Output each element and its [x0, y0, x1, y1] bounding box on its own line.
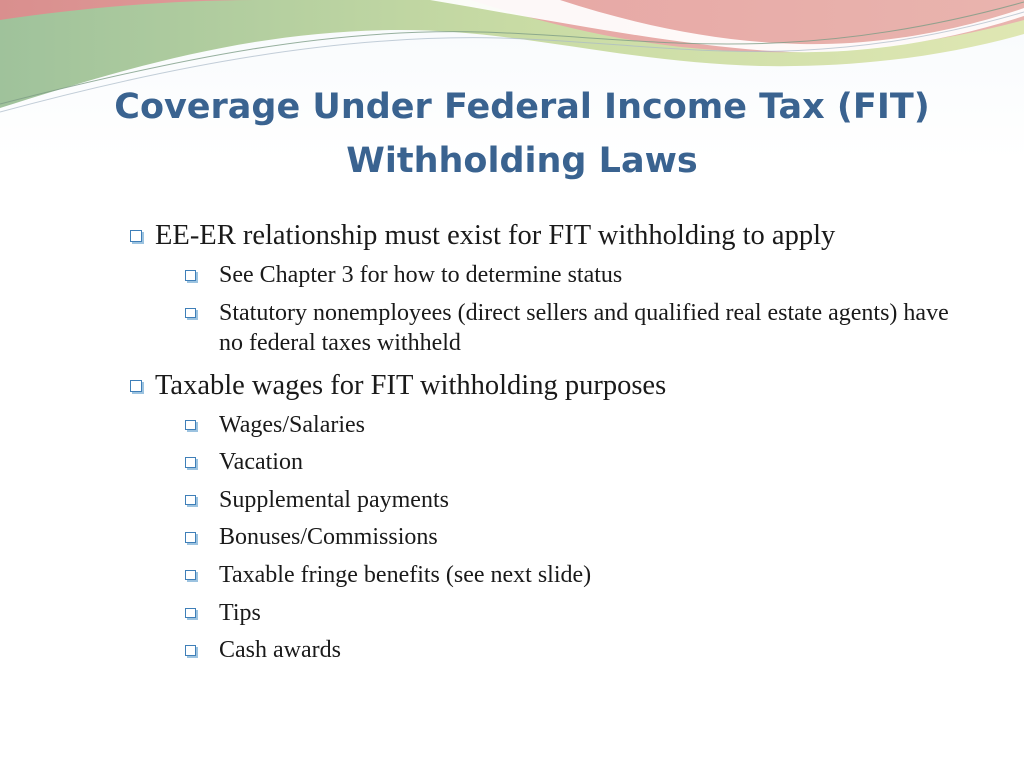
sub-bullet-text: Bonuses/Commissions	[219, 524, 438, 551]
square-bullet-icon	[185, 532, 196, 543]
list-item	[181, 298, 978, 358]
square-bullet-icon	[185, 495, 196, 506]
bullet-list	[128, 218, 978, 665]
slide-title	[60, 80, 984, 188]
square-bullet-icon	[185, 420, 196, 431]
sub-bullet-list	[155, 410, 978, 666]
title-line-2: Withholding Laws	[346, 141, 698, 181]
list-item	[128, 368, 978, 666]
bullet-text: EE-ER relationship must exist for FIT withholding to apply	[155, 220, 836, 251]
square-bullet-icon	[130, 380, 142, 392]
sub-bullet-text: Cash awards	[219, 637, 341, 664]
list-item	[181, 635, 978, 665]
square-bullet-icon	[185, 645, 196, 656]
square-bullet-icon	[185, 457, 196, 468]
square-bullet-icon	[185, 570, 196, 581]
square-bullet-icon	[185, 308, 196, 319]
sub-bullet-text: Taxable fringe benefits (see next slide)	[219, 561, 592, 588]
square-bullet-icon	[185, 270, 196, 281]
sub-bullet-list	[155, 260, 978, 358]
sub-bullet-text: Vacation	[219, 449, 303, 476]
list-item	[128, 218, 978, 358]
list-item	[181, 410, 978, 440]
list-item	[181, 447, 978, 477]
list-item	[181, 522, 978, 552]
square-bullet-icon	[130, 230, 142, 242]
list-item	[181, 560, 978, 590]
sub-bullet-text: See Chapter 3 for how to determine status	[219, 262, 623, 288]
sub-bullet-text: Tips	[219, 599, 261, 626]
sub-bullet-text: Wages/Salaries	[219, 411, 366, 438]
sub-bullet-text: Statutory nonemployees (direct sellers and qualified real estate agents) have no federal taxes withheld	[219, 299, 949, 356]
list-item	[181, 260, 978, 290]
square-bullet-icon	[185, 608, 196, 619]
slide-content	[128, 218, 978, 675]
title-line-1: Coverage Under Federal Income Tax (FIT)	[114, 87, 930, 127]
list-item	[181, 598, 978, 628]
sub-bullet-text: Supplemental payments	[219, 486, 449, 513]
bullet-text: Taxable wages for FIT withholding purposes	[155, 369, 667, 401]
list-item	[181, 485, 978, 515]
